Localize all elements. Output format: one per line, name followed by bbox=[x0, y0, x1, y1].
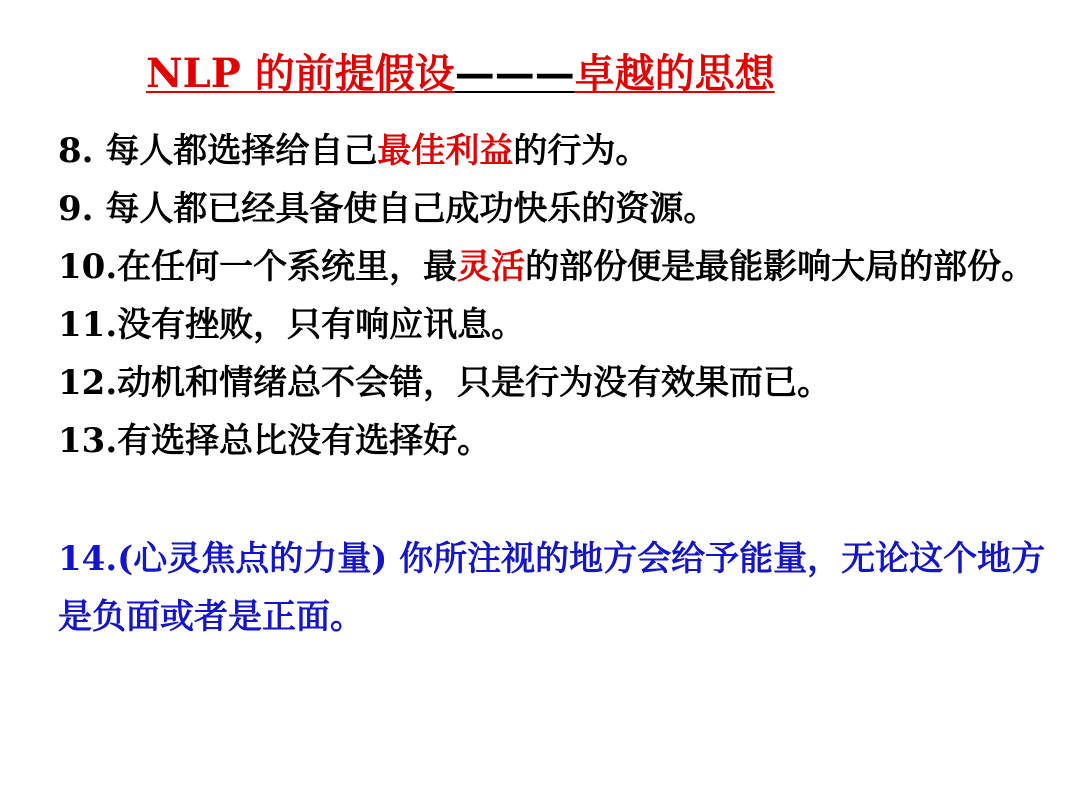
item-10-post: 的部份便是最能影响大局的部份。 bbox=[525, 247, 1036, 287]
title-dash: ——— bbox=[454, 50, 575, 97]
list-item-9 bbox=[58, 180, 1068, 238]
title-part-1: NLP 的前提假设 bbox=[146, 50, 455, 97]
slide-title bbox=[146, 46, 775, 102]
list-item-13 bbox=[58, 412, 1068, 470]
item-9-text: 9. 每人都已经具备使自己成功快乐的资源。 bbox=[58, 189, 718, 229]
list-item-14 bbox=[58, 530, 1068, 646]
list-item-10 bbox=[58, 238, 1068, 296]
presupposition-list bbox=[58, 122, 1068, 646]
item-8-post: 的行为。 bbox=[513, 131, 650, 171]
item-10-highlight: 灵活 bbox=[457, 247, 526, 287]
item-8-pre: 8. 每人都选择给自己 bbox=[58, 131, 378, 171]
item-13-text: 13.有选择总比没有选择好。 bbox=[58, 421, 492, 461]
item-12-text: 12.动机和情绪总不会错，只是行为没有效果而已。 bbox=[58, 363, 832, 403]
item-8-highlight: 最佳利益 bbox=[377, 131, 514, 171]
item-14-text: 14.(心灵焦点的力量) 你所注视的地方会给予能量，无论这个地方是负面或者是正面。 bbox=[58, 539, 1046, 637]
list-item-12 bbox=[58, 354, 1068, 412]
title-part-2: 卓越的思想 bbox=[574, 50, 775, 97]
list-item-11 bbox=[58, 296, 1068, 354]
list-item-8 bbox=[58, 122, 1068, 180]
item-11-text: 11.没有挫败，只有响应讯息。 bbox=[58, 305, 526, 345]
item-10-pre: 10.在任何一个系统里，最 bbox=[58, 247, 458, 287]
